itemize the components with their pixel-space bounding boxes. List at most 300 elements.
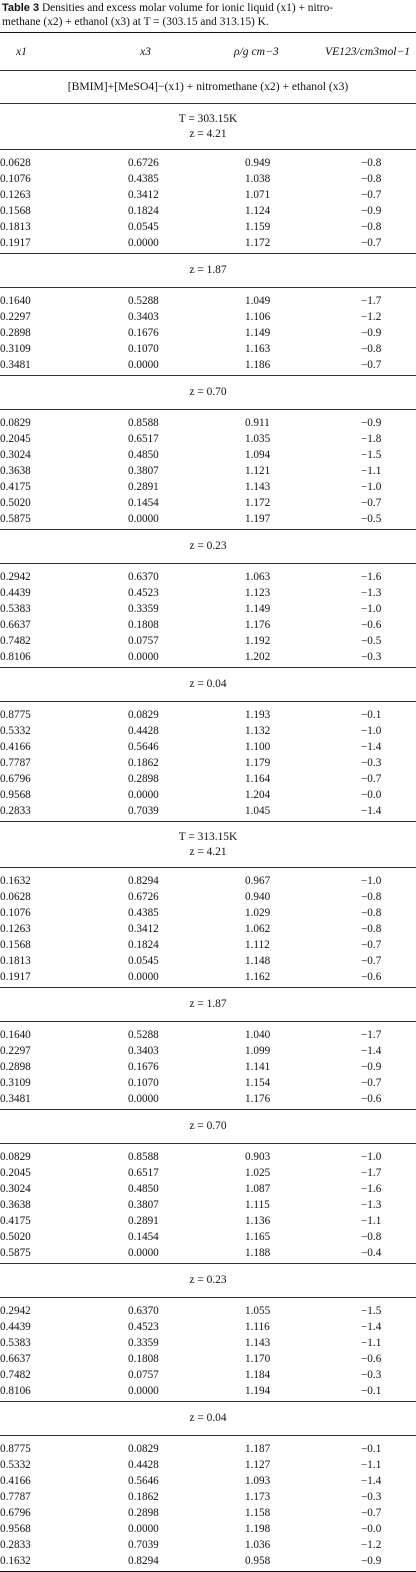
cell-x3: 0.4385 [128, 173, 159, 185]
cell-x1: 0.1568 [0, 205, 31, 217]
group-label: z = 0.70 [189, 386, 227, 398]
cell-ve: −1.4 [361, 1475, 382, 1487]
table-row [0, 1319, 416, 1335]
cell-ve: −1.6 [361, 571, 382, 583]
group-header [0, 1110, 416, 1143]
cell-x3: 0.3412 [128, 923, 159, 935]
cell-ve: −0.3 [361, 1491, 382, 1503]
cell-x3: 0.7039 [128, 805, 159, 817]
cell-x3: 0.6726 [128, 157, 159, 169]
cell-ve: −0.6 [361, 971, 382, 983]
cell-rho: 0.967 [245, 875, 271, 887]
cell-rho: 1.124 [245, 205, 271, 217]
cell-rho: 1.087 [245, 1183, 271, 1195]
cell-rho: 1.063 [245, 571, 271, 583]
cell-ve: −0.3 [361, 1369, 382, 1381]
cell-x1: 0.7482 [0, 635, 31, 647]
table-row [0, 1197, 416, 1213]
cell-x3: 0.4385 [128, 907, 159, 919]
table-row [0, 341, 416, 357]
table-row [0, 463, 416, 479]
cell-rho: 1.141 [245, 1061, 271, 1073]
cell-x1: 0.3024 [0, 449, 31, 461]
table-row [0, 787, 416, 803]
cell-x3: 0.3359 [128, 603, 159, 615]
group-rule [0, 149, 416, 150]
cell-rho: 1.123 [245, 587, 271, 599]
cell-x3: 0.2898 [128, 773, 159, 785]
header-rho: ρ/g cm−3 [234, 45, 279, 58]
cell-x1: 0.1640 [0, 295, 31, 307]
table-row [0, 1059, 416, 1075]
table-row [0, 325, 416, 341]
group-rule [0, 867, 416, 868]
cell-ve: −1.4 [361, 741, 382, 753]
table-row [0, 1351, 416, 1367]
table-row [0, 479, 416, 495]
cell-x3: 0.0545 [128, 955, 159, 967]
cell-ve: −0.7 [361, 497, 382, 509]
table-row [0, 649, 416, 665]
cell-rho: 1.148 [245, 955, 271, 967]
group-header [0, 104, 416, 149]
table-row [0, 937, 416, 953]
cell-x3: 0.3403 [128, 1045, 159, 1057]
cell-x1: 0.1632 [0, 875, 31, 887]
group-header [0, 668, 416, 701]
cell-rho: 1.184 [245, 1369, 271, 1381]
cell-x3: 0.0545 [128, 221, 159, 233]
cell-rho: 1.176 [245, 619, 271, 631]
cell-x1: 0.2833 [0, 805, 31, 817]
cell-ve: −0.7 [361, 1077, 382, 1089]
cell-x1: 0.2297 [0, 1045, 31, 1057]
cell-x3: 0.1454 [128, 497, 159, 509]
cell-x1: 0.3638 [0, 465, 31, 477]
cell-ve: −0.7 [361, 189, 382, 201]
cell-rho: 1.198 [245, 1523, 271, 1535]
cell-ve: −0.7 [361, 359, 382, 371]
cell-rho: 1.188 [245, 1247, 271, 1259]
cell-rho: 1.062 [245, 923, 271, 935]
cell-x3: 0.3807 [128, 1199, 159, 1211]
group-label: z = 0.70 [189, 1120, 227, 1132]
table-row [0, 707, 416, 723]
cell-x1: 0.7787 [0, 757, 31, 769]
cell-x1: 0.5020 [0, 497, 31, 509]
cell-ve: −1.8 [361, 433, 382, 445]
table-row [0, 187, 416, 203]
temperature-label: T = 303.15K [178, 113, 238, 125]
cell-rho: 1.192 [245, 635, 271, 647]
table-row [0, 203, 416, 219]
table-row [0, 633, 416, 649]
cell-ve: −1.7 [361, 295, 382, 307]
header-x3: x3 [140, 45, 151, 58]
cell-x1: 0.1813 [0, 955, 31, 967]
cell-x3: 0.1070 [128, 1077, 159, 1089]
cell-x3: 0.6726 [128, 891, 159, 903]
table-row [0, 921, 416, 937]
cell-rho: 1.106 [245, 311, 271, 323]
cell-ve: −0.8 [361, 891, 382, 903]
cell-x1: 0.1640 [0, 1029, 31, 1041]
cell-x1: 0.0628 [0, 891, 31, 903]
cell-ve: −1.1 [361, 465, 382, 477]
cell-x3: 0.3412 [128, 189, 159, 201]
cell-ve: −0.8 [361, 923, 382, 935]
cell-rho: 1.136 [245, 1215, 271, 1227]
group-rule [0, 409, 416, 410]
cell-x1: 0.2045 [0, 1167, 31, 1179]
table-row [0, 309, 416, 325]
cell-rho: 1.132 [245, 725, 271, 737]
cell-rho: 1.162 [245, 971, 271, 983]
cell-x1: 0.5332 [0, 1459, 31, 1471]
group-rule [0, 1021, 416, 1022]
cell-x3: 0.0757 [128, 635, 159, 647]
cell-rho: 0.903 [245, 1151, 271, 1163]
cell-ve: −0.0 [361, 1523, 382, 1535]
cell-x1: 0.7482 [0, 1369, 31, 1381]
cell-x3: 0.1808 [128, 619, 159, 631]
cell-ve: −1.4 [361, 805, 382, 817]
table-row [0, 969, 416, 985]
cell-x1: 0.2898 [0, 1061, 31, 1073]
table-row [0, 755, 416, 771]
cell-x1: 0.6637 [0, 1353, 31, 1365]
caption-text-line1: Densities and excess molar volume for ionic liquid (x1) + nitro- [41, 2, 334, 14]
cell-ve: −0.7 [361, 773, 382, 785]
cell-x3: 0.4523 [128, 587, 159, 599]
cell-rho: 1.040 [245, 1029, 271, 1041]
table-row [0, 1505, 416, 1521]
cell-rho: 1.172 [245, 237, 271, 249]
cell-rho: 0.949 [245, 157, 271, 169]
cell-rho: 0.958 [245, 1555, 271, 1567]
table-row [0, 293, 416, 309]
header-x1: x1 [16, 45, 27, 58]
cell-x3: 0.0000 [128, 789, 159, 801]
cell-x3: 0.4428 [128, 1459, 159, 1471]
cell-x1: 0.2898 [0, 327, 31, 339]
cell-x1: 0.9568 [0, 789, 31, 801]
cell-x1: 0.1263 [0, 189, 31, 201]
table-row [0, 357, 416, 373]
cell-x3: 0.3403 [128, 311, 159, 323]
cell-rho: 1.149 [245, 603, 271, 615]
cell-ve: −0.1 [361, 1443, 382, 1455]
cell-ve: −0.5 [361, 513, 382, 525]
cell-x3: 0.4850 [128, 1183, 159, 1195]
cell-x3: 0.4523 [128, 1321, 159, 1333]
table-row [0, 155, 416, 171]
table-row [0, 873, 416, 889]
cell-x3: 0.0757 [128, 1369, 159, 1381]
cell-x3: 0.1824 [128, 939, 159, 951]
table-row [0, 771, 416, 787]
cell-x3: 0.2898 [128, 1507, 159, 1519]
table-row [0, 739, 416, 755]
group-rule [0, 1435, 416, 1436]
table-row [0, 1383, 416, 1399]
cell-x3: 0.4850 [128, 449, 159, 461]
cell-x1: 0.1917 [0, 971, 31, 983]
table-row [0, 415, 416, 431]
cell-x1: 0.5020 [0, 1231, 31, 1243]
table-row [0, 447, 416, 463]
table-body [0, 104, 416, 1572]
cell-x1: 0.5383 [0, 1337, 31, 1349]
cell-rho: 1.055 [245, 1305, 271, 1317]
cell-x3: 0.1862 [128, 757, 159, 769]
table-row [0, 889, 416, 905]
header-ve: VE123/cm3mol−1 [325, 45, 411, 58]
table-row [0, 219, 416, 235]
cell-x3: 0.0829 [128, 709, 159, 721]
cell-x1: 0.4175 [0, 1215, 31, 1227]
group-rule [0, 287, 416, 288]
cell-rho: 1.045 [245, 805, 271, 817]
cell-x3: 0.0000 [128, 1093, 159, 1105]
cell-ve: −1.0 [361, 875, 382, 887]
cell-rho: 1.159 [245, 221, 271, 233]
cell-rho: 1.165 [245, 1231, 271, 1243]
group-label: z = 4.21 [189, 128, 227, 140]
cell-ve: −1.1 [361, 1337, 382, 1349]
caption-label: Table 3 [2, 2, 40, 14]
cell-ve: −1.3 [361, 1199, 382, 1211]
cell-rho: 1.194 [245, 1385, 271, 1397]
cell-x3: 0.1676 [128, 1061, 159, 1073]
cell-x3: 0.0000 [128, 971, 159, 983]
cell-rho: 1.173 [245, 1491, 271, 1503]
cell-x3: 0.6517 [128, 1167, 159, 1179]
cell-x1: 0.1813 [0, 221, 31, 233]
table-row [0, 617, 416, 633]
cell-rho: 1.164 [245, 773, 271, 785]
cell-x3: 0.0000 [128, 1385, 159, 1397]
cell-rho: 1.112 [245, 939, 270, 951]
cell-x3: 0.5646 [128, 1475, 159, 1487]
cell-rho: 1.154 [245, 1077, 271, 1089]
cell-x3: 0.8294 [128, 1555, 159, 1567]
cell-rho: 1.116 [245, 1321, 270, 1333]
group-header [0, 1264, 416, 1297]
cell-x3: 0.0000 [128, 237, 159, 249]
cell-x1: 0.0628 [0, 157, 31, 169]
temperature-label: T = 313.15K [178, 831, 238, 843]
column-headers [0, 33, 416, 70]
cell-x3: 0.1862 [128, 1491, 159, 1503]
cell-ve: −1.0 [361, 481, 382, 493]
cell-rho: 1.187 [245, 1443, 271, 1455]
cell-rho: 1.071 [245, 189, 271, 201]
table-row [0, 585, 416, 601]
cell-ve: −0.8 [361, 157, 382, 169]
cell-x3: 0.6517 [128, 433, 159, 445]
cell-ve: −0.5 [361, 635, 382, 647]
cell-ve: −0.9 [361, 1061, 382, 1073]
cell-ve: −0.3 [361, 757, 382, 769]
table-row [0, 1149, 416, 1165]
cell-ve: −0.8 [361, 907, 382, 919]
cell-rho: 1.094 [245, 449, 271, 461]
cell-ve: −1.1 [361, 1459, 382, 1471]
cell-ve: −1.4 [361, 1321, 382, 1333]
cell-x1: 0.8106 [0, 1385, 31, 1397]
cell-rho: 1.176 [245, 1093, 271, 1105]
cell-ve: −0.9 [361, 205, 382, 217]
cell-ve: −0.7 [361, 939, 382, 951]
cell-rho: 1.163 [245, 343, 271, 355]
cell-rho: 1.186 [245, 359, 271, 371]
cell-x3: 0.5288 [128, 1029, 159, 1041]
cell-rho: 1.100 [245, 741, 271, 753]
cell-ve: −0.4 [361, 1247, 382, 1259]
group-header [0, 822, 416, 867]
group-rule [0, 1143, 416, 1144]
cell-rho: 1.099 [245, 1045, 271, 1057]
cell-rho: 0.940 [245, 891, 271, 903]
cell-ve: −1.0 [361, 1151, 382, 1163]
cell-x1: 0.2297 [0, 311, 31, 323]
table-row [0, 1245, 416, 1261]
table-row [0, 1165, 416, 1181]
cell-x1: 0.1076 [0, 173, 31, 185]
cell-x3: 0.1676 [128, 327, 159, 339]
cell-x1: 0.2942 [0, 1305, 31, 1317]
cell-x1: 0.3024 [0, 1183, 31, 1195]
cell-ve: −1.5 [361, 1305, 382, 1317]
cell-rho: 1.121 [245, 465, 271, 477]
cell-rho: 1.038 [245, 173, 271, 185]
group-header [0, 988, 416, 1021]
cell-x1: 0.4166 [0, 741, 31, 753]
cell-ve: −0.1 [361, 709, 382, 721]
table-row [0, 511, 416, 527]
cell-ve: −0.6 [361, 1093, 382, 1105]
group-rule [0, 563, 416, 564]
cell-x1: 0.7787 [0, 1491, 31, 1503]
cell-x1: 0.2045 [0, 433, 31, 445]
table-row [0, 1521, 416, 1537]
cell-rho: 1.179 [245, 757, 271, 769]
cell-x3: 0.0829 [128, 1443, 159, 1455]
group-label: z = 1.87 [189, 998, 227, 1010]
group-label: z = 4.21 [189, 846, 227, 858]
table-row [0, 1075, 416, 1091]
table-row [0, 803, 416, 819]
cell-ve: −0.6 [361, 1353, 382, 1365]
cell-ve: −1.5 [361, 449, 382, 461]
cell-x1: 0.3109 [0, 343, 31, 355]
cell-ve: −1.0 [361, 603, 382, 615]
cell-rho: 1.049 [245, 295, 271, 307]
cell-rho: 1.029 [245, 907, 271, 919]
cell-x1: 0.2833 [0, 1539, 31, 1551]
cell-x3: 0.1808 [128, 1353, 159, 1365]
table-row [0, 1441, 416, 1457]
cell-x1: 0.5875 [0, 513, 31, 525]
cell-x1: 0.0829 [0, 417, 31, 429]
cell-x3: 0.4428 [128, 725, 159, 737]
cell-ve: −0.8 [361, 173, 382, 185]
group-label: z = 0.23 [189, 540, 227, 552]
table-row [0, 1473, 416, 1489]
table-row [0, 1537, 416, 1553]
cell-rho: 1.035 [245, 433, 271, 445]
table-row [0, 601, 416, 617]
cell-rho: 1.115 [245, 1199, 270, 1211]
cell-x1: 0.4166 [0, 1475, 31, 1487]
cell-x1: 0.9568 [0, 1523, 31, 1535]
cell-x1: 0.3481 [0, 1093, 31, 1105]
group-label: z = 0.04 [189, 678, 227, 690]
cell-ve: −1.3 [361, 587, 382, 599]
table-row [0, 1181, 416, 1197]
cell-ve: −0.8 [361, 1231, 382, 1243]
cell-x3: 0.1824 [128, 205, 159, 217]
cell-ve: −0.7 [361, 237, 382, 249]
cell-rho: 1.025 [245, 1167, 271, 1179]
cell-x3: 0.2891 [128, 481, 159, 493]
cell-rho: 1.193 [245, 709, 271, 721]
cell-x1: 0.8775 [0, 1443, 31, 1455]
cell-x1: 0.8106 [0, 651, 31, 663]
cell-x3: 0.8294 [128, 875, 159, 887]
cell-x1: 0.1568 [0, 939, 31, 951]
cell-x1: 0.1263 [0, 923, 31, 935]
cell-x1: 0.8775 [0, 709, 31, 721]
table-row [0, 1303, 416, 1319]
cell-x3: 0.6370 [128, 1305, 159, 1317]
cell-x1: 0.1632 [0, 1555, 31, 1567]
cell-ve: −1.2 [361, 311, 382, 323]
cell-x1: 0.2942 [0, 571, 31, 583]
cell-x3: 0.5288 [128, 295, 159, 307]
cell-ve: −0.1 [361, 1385, 382, 1397]
table-row [0, 431, 416, 447]
cell-x3: 0.3807 [128, 465, 159, 477]
cell-x1: 0.5332 [0, 725, 31, 737]
table-row [0, 953, 416, 969]
group-rule [0, 701, 416, 702]
cell-ve: −0.9 [361, 327, 382, 339]
cell-x3: 0.0000 [128, 513, 159, 525]
cell-rho: 1.036 [245, 1539, 271, 1551]
table-row [0, 235, 416, 251]
cell-rho: 1.197 [245, 513, 271, 525]
cell-rho: 1.172 [245, 497, 271, 509]
cell-x1: 0.4439 [0, 1321, 31, 1333]
cell-ve: −0.7 [361, 1507, 382, 1519]
caption-text-line2: methane (x2) + ethanol (x3) at T = (303.15 and 313.15) K. [2, 16, 269, 28]
cell-rho: 1.143 [245, 481, 271, 493]
group-header [0, 1402, 416, 1435]
table-row [0, 1091, 416, 1107]
table-row [0, 905, 416, 921]
cell-rho: 1.204 [245, 789, 271, 801]
cell-x3: 0.1070 [128, 343, 159, 355]
group-rule [0, 1297, 416, 1298]
cell-rho: 1.149 [245, 327, 271, 339]
cell-rho: 1.143 [245, 1337, 271, 1349]
cell-ve: −0.9 [361, 417, 382, 429]
cell-rho: 1.158 [245, 1507, 271, 1519]
cell-x1: 0.6637 [0, 619, 31, 631]
cell-rho: 0.911 [245, 417, 270, 429]
